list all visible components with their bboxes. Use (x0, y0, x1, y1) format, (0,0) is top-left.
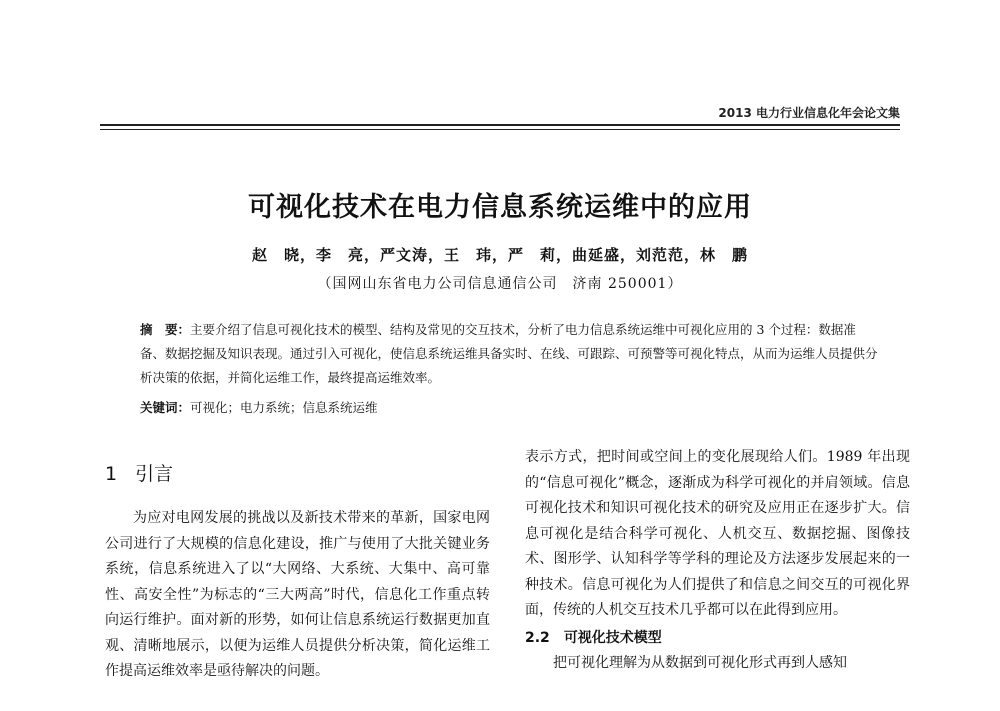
section-heading (105, 460, 490, 488)
keywords (140, 398, 880, 416)
right-paragraph: 表示方式，把时间或空间上的变化展现给人们。1989 年出现的“信息可视化”概念，逐渐成为科学可视化的并肩领域。信息可视化技术和知识可视化技术的研究及应用正在逐步扩大。信息可视化是结合科学可视化、人机交互、数据挖掘、图像技术、图形学、认知科学等学科的理论及方法逐步发展起来的一种技术。信息可视化为人们提供了和信息之间交互的可视化界面，传统的人机交互技术几乎都可以在此得到应用。 (525, 449, 910, 618)
subsection-title: 可视化技术模型 (563, 629, 662, 646)
left-column (105, 460, 490, 685)
intro-paragraph: 为应对电网发展的挑战以及新技术带来的革新，国家电网公司进行了大规模的信息化建设，推广与使用了大批关键业务系统，信息系统进入了以“大网络、大系统、大集中、高可靠性、高安全性”为标志的“三大两高”时代，信息化工作重点转向运行维护。面对新的形势，如何让信息系统运行数据更加直观、清晰地展示，以便为运维人员提供分析决策，简化运维工作提高运维效率是亟待解决的问题。 (105, 510, 490, 679)
right-column (525, 445, 910, 677)
section-title: 引言 (135, 463, 174, 485)
subsection-paragraph: 把可视化理解为从数据到可视化形式再到人感知 (553, 655, 847, 671)
abstract-text: 主要介绍了信息可视化技术的模型、结构及常见的交互技术，分析了电力信息系统运维中可视化应用的 3 个过程：数据准备、数据挖掘及知识表现。通过引入可视化，使信息系统运维具备实时、在线、可跟踪、可预警等可视化特点，从而为运维人员提供分析决策的依据，并简化运维工作，最终提高运维效率。 (140, 322, 878, 385)
author-list: 赵 晓，李 亮，严文涛，王 玮，严 莉，曲延盛，刘范范，林 鹏 (251, 246, 748, 264)
affiliation: （国网山东省电力公司信息通信公司 济南 250001） (317, 276, 683, 292)
subsection-heading (525, 626, 910, 652)
section-number: 1 (105, 463, 118, 485)
abstract-label: 摘 要： (140, 322, 191, 337)
running-header: 2013 电力行业信息化年会论文集 (718, 106, 900, 120)
header-rule (100, 124, 900, 130)
subsection-number: 2.2 (525, 629, 550, 646)
abstract (140, 318, 880, 390)
keywords-text: 可视化；电力系统；信息系统运维 (190, 400, 378, 415)
keywords-label: 关键词： (140, 400, 191, 415)
paper-title: 可视化技术在电力信息系统运维中的应用 (248, 192, 752, 223)
